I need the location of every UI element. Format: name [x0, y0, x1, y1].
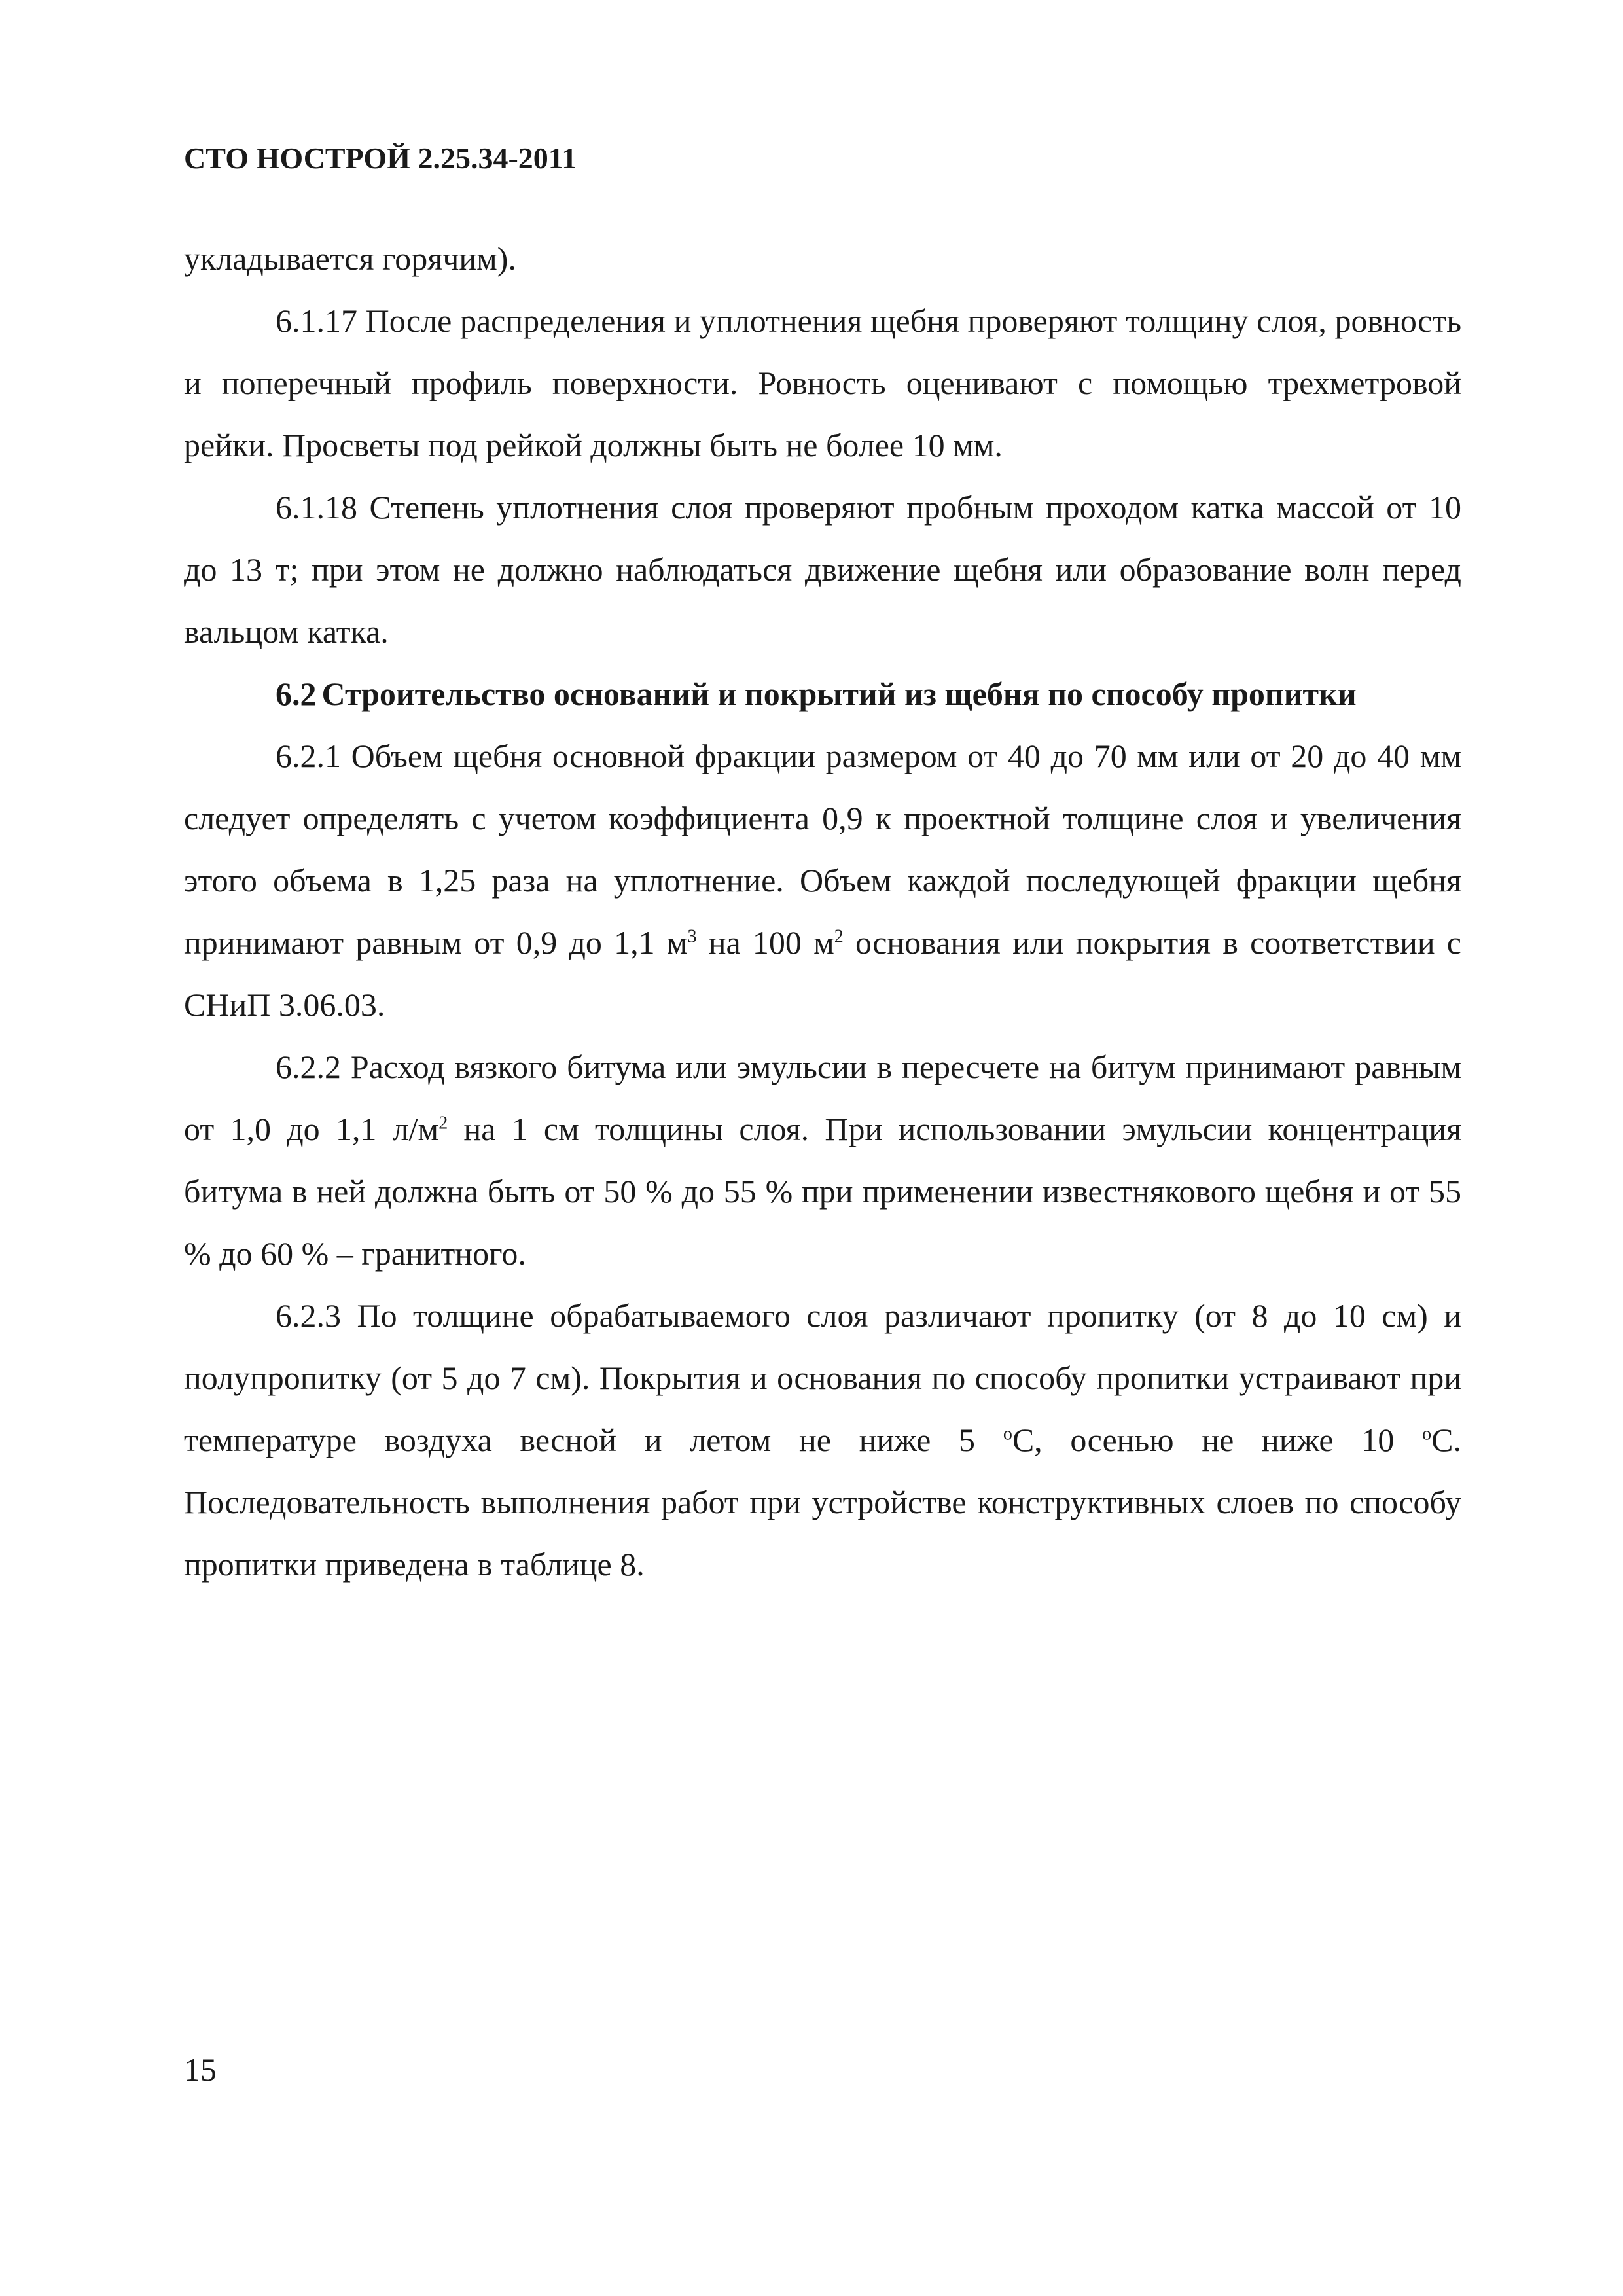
- paragraph-continuation: укладывается горячим).: [184, 240, 516, 277]
- superscript-square: 2: [834, 926, 844, 947]
- text-run: С. Последовательность выполнения работ при устройстве конструктивных слоев по способу пропитки приведена в таблице 8.: [184, 1422, 1461, 1583]
- paragraph-6-2-1: [184, 725, 1461, 1036]
- section-title: Строительство оснований и покрытий из щебня по способу пропитки: [321, 675, 1357, 712]
- text-run: С, осенью не ниже 10: [1012, 1422, 1423, 1458]
- document-body: [184, 228, 1461, 1596]
- page-number: 15: [184, 2051, 217, 2088]
- paragraph-6-1-17: 6.1.17 После распределения и уплотнения щебня проверяют толщину слоя, ровность и поперечный профиль поверхности. Ровность оценивают с помощью трехметровой рейки. Просветы под рейкой должны быть не более 10 мм.: [184, 302, 1461, 463]
- degree-mark: о: [1003, 1424, 1012, 1444]
- degree-mark: о: [1422, 1424, 1432, 1444]
- document-code-header: СТО НОСТРОЙ 2.25.34-2011: [184, 141, 577, 175]
- paragraph-6-2-2: [184, 1036, 1461, 1285]
- paragraph-6-1-18: 6.1.18 Степень уплотнения слоя проверяют пробным проходом катка массой от 10 до 13 т; при этом не должно наблюдаться движение щебня или образование волн перед вальцом катка.: [184, 489, 1461, 650]
- text-run: на 1 см толщины слоя. При использовании эмульсии концентрация битума в ней должна быть от 50 % до 55 % при применении известнякового щебня и от 55 % до 60 % – гранитного.: [184, 1111, 1461, 1272]
- superscript-square: 2: [438, 1113, 448, 1134]
- text-run: на 100 м: [696, 924, 834, 961]
- paragraph-6-2-3: [184, 1285, 1461, 1596]
- text-run: 6.2.3 По толщине обрабатываемого слоя различают пропитку (от 8 до 10 см) и полупропитку (от 5 до 7 см). Покрытия и основания по способу пропитки устраивают при температуре воздуха весной и летом не ниже 5: [184, 1297, 1461, 1458]
- text-run: 6.2.2 Расход вязкого битума или эмульсии в пересчете на битум принимают равным от 1,0 до 1,1 л/м: [184, 1049, 1461, 1147]
- text-run: 6.2.1 Объем щебня основной фракции размером от 40 до 70 мм или от 20 до 40 мм следует определять с учетом коэффициента 0,9 к проектной толщине слоя и увеличения этого объема в 1,25 раза на уплотнение. Объем каждой последующей фракции щебня принимают равным от 0,9 до 1,1 м: [184, 738, 1461, 961]
- section-heading-6-2: [184, 663, 1461, 725]
- section-number: 6.2: [276, 675, 317, 712]
- superscript-cubic: 3: [687, 926, 697, 947]
- text-run: основания или покрытия в соответствии с СНиП 3.06.03.: [184, 924, 1462, 1023]
